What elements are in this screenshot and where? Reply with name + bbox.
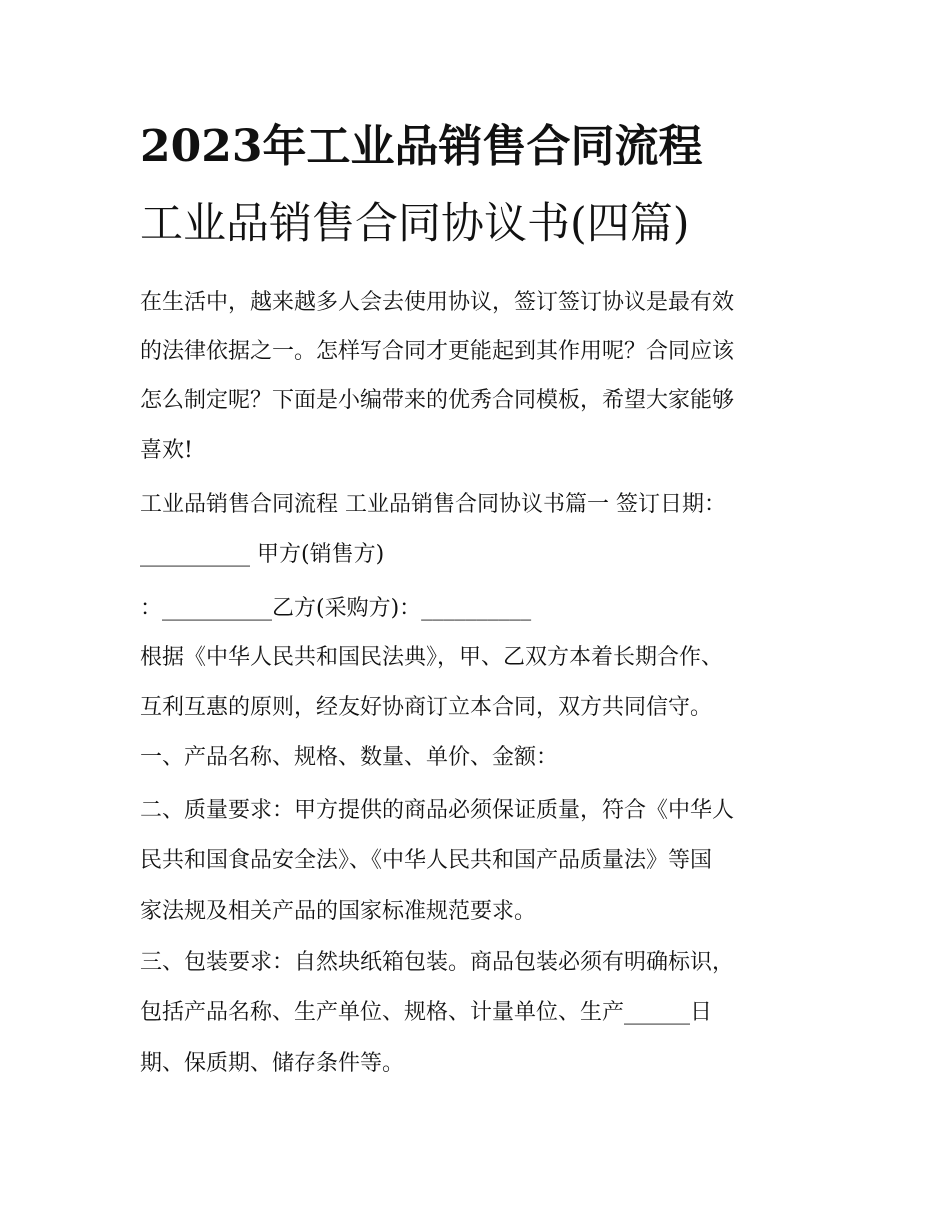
body-line-13: 家法规及相关产品的国家标准规范要求。	[140, 899, 537, 924]
body-line-4: 喜欢!	[140, 438, 193, 463]
body-line-12: 民共和国食品安全法》、《中华人民共和国产品质量法》等国	[140, 848, 713, 873]
body-line-16: 期、保质期、储存条件等。	[140, 1051, 405, 1076]
body-line-7: ：__________乙方(采购方)：__________	[140, 596, 532, 621]
body-line-5: 工业品销售合同流程 工业品销售合同协议书篇一 签订日期：	[140, 492, 726, 517]
document-title-line-2: 工业品销售合同协议书(四篇)	[140, 199, 690, 249]
body-line-11: 二、质量要求：甲方提供的商品必须保证质量，符合《中华人	[140, 798, 735, 823]
document-title-line-1: 2023年工业品销售合同流程	[140, 121, 703, 172]
body-line-8: 根据《中华人民共和国民法典》，甲、乙双方本着长期合作、	[140, 645, 724, 670]
body-line-1: 在生活中，越来越多人会去使用协议，签订签订协议是最有效	[140, 290, 735, 315]
body-line-9: 互利互惠的原则，经友好协商订立本合同，双方共同信守。	[140, 695, 713, 720]
body-line-10: 一、产品名称、规格、数量、单价、金额：	[140, 745, 559, 770]
body-line-15: 包括产品名称、生产单位、规格、计量单位、生产______日	[140, 1000, 713, 1025]
body-line-2: 的法律依据之一。怎样写合同才更能起到其作用呢？合同应该	[140, 339, 735, 364]
body-line-6: __________ 甲方(销售方)	[140, 542, 385, 567]
body-line-3: 怎么制定呢？下面是小编带来的优秀合同模板，希望大家能够	[140, 388, 735, 413]
body-line-14: 三、包装要求：自然块纸箱包装。商品包装必须有明确标识，	[140, 950, 735, 975]
